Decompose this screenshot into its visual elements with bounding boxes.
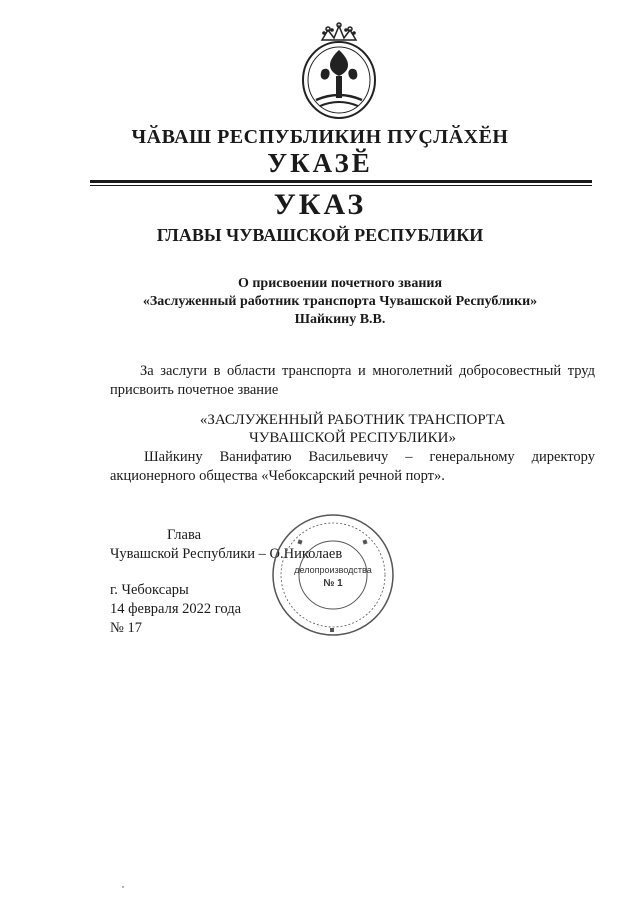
subject-line-1: О присвоении почетного звания <box>237 276 443 291</box>
body-paragraph-1: За заслуги в области транспорта и многолетний добросовестный труд присвоить почетное звание <box>110 363 595 398</box>
award-line-2: ЧУВАШСКОЙ РЕСПУБЛИКИ» <box>249 430 456 446</box>
decree-subject <box>40 275 640 329</box>
award-title <box>110 411 595 447</box>
russian-subtitle: ГЛАВЫ ЧУВАШСКОЙ РЕСПУБЛИКИ <box>156 225 484 245</box>
body-paragraph-2: Шайкину Ванифатию Васильевичу – генеральному директору акционерного общества «Чебоксарский речной порт». <box>110 449 595 484</box>
award-line-1: «ЗАСЛУЖЕННЫЙ РАБОТНИК ТРАНСПОРТА <box>199 412 506 428</box>
footer-number: № 17 <box>110 620 142 636</box>
stamp-center-label: делопроизводства <box>294 565 372 575</box>
page-speck <box>122 886 124 888</box>
chuvash-header-title: ЧӐВАШ РЕСПУБЛИКИН ПУҪЛӐХӖН <box>131 126 509 148</box>
footer-block <box>110 581 241 638</box>
subject-line-3: Шайкину В.В. <box>294 312 386 327</box>
header-divider-thin <box>90 185 592 186</box>
footer-city: г. Чебоксары <box>110 582 189 598</box>
chuvash-ukaze-heading: УКАЗӖ <box>267 148 373 178</box>
russian-ukaz-heading: УКАЗ <box>273 188 367 221</box>
footer-date: 14 февраля 2022 года <box>110 601 242 617</box>
chuvash-emblem-icon <box>298 20 380 122</box>
stamp-center-number: № 1 <box>323 578 343 589</box>
signature-title: Глава <box>167 527 202 543</box>
header-divider-thick <box>90 180 592 183</box>
signature-line: Чувашской Республики – О.Николаев <box>110 546 343 562</box>
official-stamp-icon <box>268 510 398 640</box>
subject-line-2: «Заслуженный работник транспорта Чувашской Республики» <box>142 294 538 309</box>
